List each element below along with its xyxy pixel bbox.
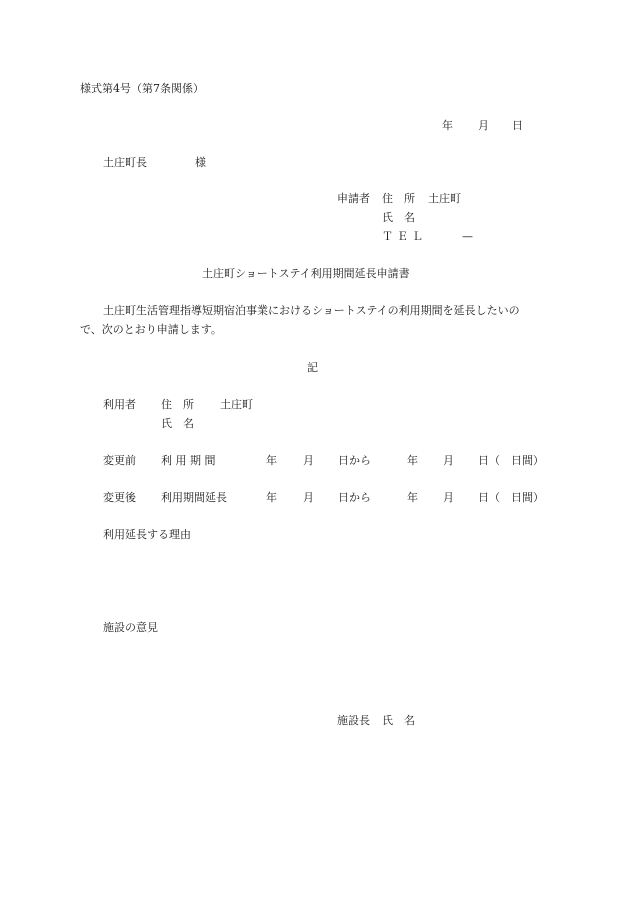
- before-label: 変更前: [103, 454, 136, 467]
- user-address-value: 土庄町: [220, 398, 253, 411]
- applicant-tel-dash: —: [462, 230, 473, 243]
- date-day: 日: [512, 119, 523, 132]
- opinion-label: 施設の意見: [103, 621, 158, 634]
- applicant-label: 申請者: [337, 192, 370, 205]
- addressee-honorific: 様: [195, 156, 206, 169]
- before-month-1: 月: [303, 454, 314, 467]
- body-line-1: 土庄町生活管理指導短期宿泊事業におけるショートステイの利用期間を延長したいの: [103, 304, 520, 317]
- before-days: 日（ 日間）: [478, 454, 544, 467]
- addressee-name: 土庄町長: [103, 156, 147, 169]
- after-year-1: 年: [266, 491, 277, 504]
- before-from: 日から: [338, 454, 371, 467]
- after-month-1: 月: [303, 491, 314, 504]
- before-item: 利 用 期 間: [161, 454, 216, 467]
- facility-head-name-label: 氏 名: [382, 714, 415, 727]
- before-month-2: 月: [443, 454, 454, 467]
- user-name-label: 氏 名: [161, 417, 194, 430]
- applicant-name-label: 氏 名: [382, 211, 415, 224]
- after-year-2: 年: [407, 491, 418, 504]
- ki-mark: 記: [307, 361, 318, 374]
- after-month-2: 月: [443, 491, 454, 504]
- user-address-label: 住 所: [161, 398, 194, 411]
- user-label: 利用者: [103, 398, 136, 411]
- date-month: 月: [478, 119, 489, 132]
- body-line-2: で、次のとおり申請します。: [80, 323, 222, 336]
- applicant-address-label: 住 所: [382, 192, 415, 205]
- before-year-1: 年: [266, 454, 277, 467]
- reason-label: 利用延長する理由: [103, 528, 191, 541]
- date-year: 年: [442, 119, 453, 132]
- after-from: 日から: [338, 491, 371, 504]
- after-label: 変更後: [103, 491, 136, 504]
- document-title: 土庄町ショートステイ利用期間延長申請書: [202, 267, 410, 280]
- after-item: 利用期間延長: [161, 491, 227, 504]
- before-year-2: 年: [407, 454, 418, 467]
- after-days: 日（ 日間）: [478, 491, 544, 504]
- form-number: 様式第4号（第7条関係）: [80, 82, 204, 95]
- applicant-address-value: 土庄町: [428, 192, 461, 205]
- applicant-tel-label: ＴＥＬ: [382, 230, 427, 243]
- facility-head-label: 施設長: [337, 714, 370, 727]
